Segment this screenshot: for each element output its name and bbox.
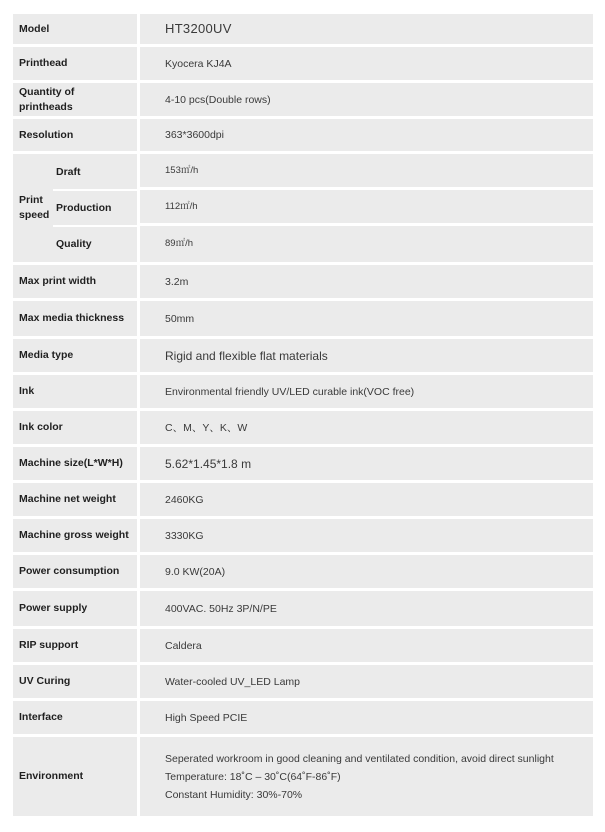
max-width-label: Max print width [13,265,140,301]
uv-curing-value: Water-cooled UV_LED Lamp [140,665,593,701]
gross-weight-label: Machine gross weight [13,519,140,555]
printhead-label: Printhead [13,47,140,83]
ink-value: Environmental friendly UV/LED curable ink(VOC free) [140,375,593,411]
interface-label: Interface [13,701,140,737]
environment-value [140,737,593,819]
environment-line-2: Temperature: 18˚C – 30˚C(64˚F-86˚F) [165,770,341,783]
gross-weight-value: 3330KG [140,519,593,555]
ink-color-value: C、M、Y、K、W [140,411,593,447]
net-weight-label: Machine net weight [13,483,140,519]
quantity-label: Quantity of printheads [13,83,140,119]
print-speed-label: Print speed [19,194,50,221]
production-sub-label-cell [53,190,140,226]
power-supply-label: Power supply [13,591,140,629]
quality-label: Quality [56,238,92,250]
resolution-label: Resolution [13,119,140,154]
model-value: HT3200UV [140,14,593,47]
power-consumption-value: 9.0 KW(20A) [140,555,593,591]
production-value: 112㎡/h [140,190,593,226]
quantity-value: 4-10 pcs(Double rows) [140,83,593,119]
rip-label: RIP support [13,629,140,665]
quality-sub-label-cell [53,226,140,262]
environment-line-1: Seperated workroom in good cleaning and ventilated condition, avoid direct sunlight [165,752,554,765]
machine-size-value: 5.62*1.45*1.8 m [140,447,593,483]
model-label: Model [13,14,140,47]
power-supply-value: 400VAC. 50Hz 3P/N/PE [140,591,593,629]
quality-value: 89㎡/h [140,226,593,265]
ink-color-label: Ink color [13,411,140,447]
print-speed-label-block [13,154,140,265]
interface-value: High Speed PCIE [140,701,593,737]
max-thickness-label: Max media thickness [13,301,140,339]
environment-line-3: Constant Humidity: 30%-70% [165,788,303,801]
production-label: Production [56,202,112,214]
net-weight-value: 2460KG [140,483,593,519]
power-consumption-label: Power consumption [13,555,140,591]
media-type-value: Rigid and flexible flat materials [140,339,593,375]
max-thickness-value: 50mm [140,301,593,339]
uv-curing-label: UV Curing [13,665,140,701]
media-type-label: Media type [13,339,140,375]
draft-label: Draft [56,166,81,178]
resolution-value: 363*3600dpi [140,119,593,154]
environment-label: Environment [13,737,140,819]
spec-table [13,14,593,819]
rip-value: Caldera [140,629,593,665]
printhead-value: Kyocera KJ4A [140,47,593,83]
draft-sub-label-cell [53,154,140,190]
max-width-value: 3.2m [140,265,593,301]
machine-size-label: Machine size(L*W*H) [13,447,140,483]
draft-value: 153㎡/h [140,154,593,190]
ink-label: Ink [13,375,140,411]
